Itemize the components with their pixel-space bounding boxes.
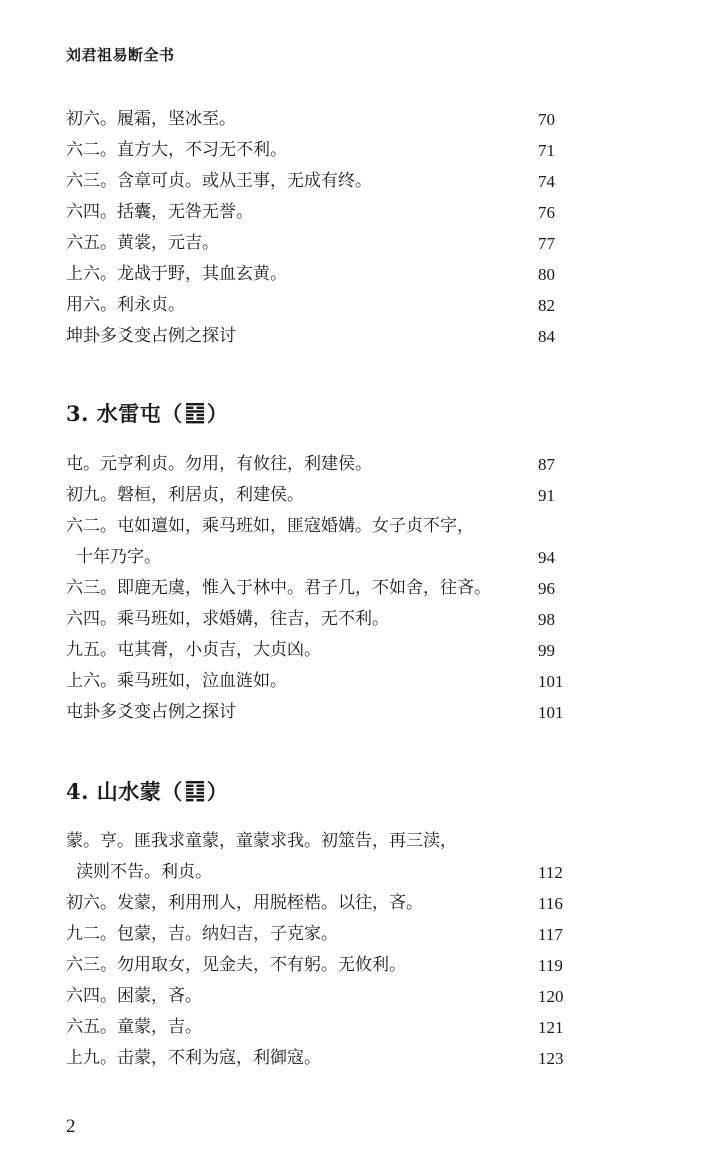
toc-entry-page: 96 bbox=[538, 579, 555, 598]
toc-entry[interactable] bbox=[66, 697, 586, 728]
toc-entry-page: 82 bbox=[538, 296, 555, 315]
toc-entry-page: 94 bbox=[538, 548, 555, 567]
toc-entry[interactable] bbox=[66, 135, 586, 166]
chapter-heading-4 bbox=[66, 776, 228, 807]
chapter-heading-3 bbox=[66, 398, 228, 429]
toc-entry-page: 101 bbox=[538, 703, 564, 722]
toc-entry[interactable] bbox=[66, 449, 586, 480]
toc-entry-page: 98 bbox=[538, 610, 555, 629]
toc-entry-text: 六三。即鹿无虞，惟入于林中。君子几，不如舍，往吝。 bbox=[66, 578, 491, 598]
toc-entry-text: 九二。包蒙，吉。纳妇吉，子克家。 bbox=[66, 924, 338, 944]
toc-entry-page: 87 bbox=[538, 455, 555, 474]
toc-entry-page: 76 bbox=[538, 203, 555, 222]
toc-entry[interactable] bbox=[66, 228, 586, 259]
toc-entry-text: 六四。乘马班如，求婚媾，往吉，无不利。 bbox=[66, 609, 389, 629]
toc-entry-text: 坤卦多爻变占例之探讨 bbox=[66, 326, 236, 346]
toc-entry-text: 十年乃字。 bbox=[76, 547, 161, 567]
toc-entry-text: 上九。击蒙，不利为寇，利御寇。 bbox=[66, 1048, 321, 1068]
toc-entry-text: 六三。含章可贞。或从王事，无成有终。 bbox=[66, 171, 372, 191]
toc-entry-text: 初九。磐桓，利居贞，利建侯。 bbox=[66, 485, 304, 505]
toc-entry-text: 初六。发蒙，利用刑人，用脱桎梏。以往，吝。 bbox=[66, 893, 423, 913]
toc-entry-page: 120 bbox=[538, 987, 564, 1006]
toc-entry[interactable] bbox=[66, 104, 586, 135]
toc-entry-page: 117 bbox=[538, 925, 563, 944]
toc-entry-text: 六四。困蒙，吝。 bbox=[66, 986, 202, 1006]
hexagram-zhun-icon bbox=[185, 402, 205, 429]
toc-entry[interactable] bbox=[66, 259, 586, 290]
page-number: 2 bbox=[66, 1116, 76, 1137]
toc-entry-text: 上六。龙战于野，其血玄黄。 bbox=[66, 264, 287, 284]
toc-section-kun bbox=[66, 104, 586, 352]
toc-entry-text: 六五。黄裳，元吉。 bbox=[66, 233, 219, 253]
chapter-close-paren: ） bbox=[206, 401, 229, 426]
chapter-number: 4. bbox=[66, 779, 89, 804]
toc-entry-text: 用六。利永贞。 bbox=[66, 295, 185, 315]
toc-entry-text: 六三。勿用取女，见金夫，不有躬。无攸利。 bbox=[66, 955, 406, 975]
toc-entry-page: 99 bbox=[538, 641, 555, 660]
toc-entry-page: 123 bbox=[538, 1049, 564, 1068]
toc-entry-text: 蒙。亨。匪我求童蒙，童蒙求我。初筮告，再三渎， bbox=[66, 831, 457, 851]
toc-entry[interactable] bbox=[66, 826, 586, 857]
toc-entry[interactable] bbox=[66, 321, 586, 352]
toc-entry-continued[interactable] bbox=[66, 542, 586, 573]
toc-entry-text: 九五。屯其膏，小贞吉，大贞凶。 bbox=[66, 640, 321, 660]
toc-entry-text: 初六。履霜，坚冰至。 bbox=[66, 109, 236, 129]
toc-entry-page: 116 bbox=[538, 894, 563, 913]
toc-entry[interactable] bbox=[66, 604, 586, 635]
toc-entry[interactable] bbox=[66, 950, 586, 981]
toc-entry[interactable] bbox=[66, 290, 586, 321]
chapter-open-paren: （ bbox=[161, 779, 183, 804]
toc-entry-text: 六二。直方大，不习无不利。 bbox=[66, 140, 287, 160]
toc-entry-page: 80 bbox=[538, 265, 555, 284]
toc-entry[interactable] bbox=[66, 888, 586, 919]
hexagram-meng-icon bbox=[185, 780, 205, 807]
toc-entry-text: 渎则不告。利贞。 bbox=[76, 862, 212, 882]
chapter-open-paren: （ bbox=[161, 401, 183, 426]
chapter-title: 水雷屯 bbox=[96, 401, 162, 426]
toc-entry-page: 71 bbox=[538, 141, 555, 160]
toc-entry-page: 112 bbox=[538, 863, 563, 882]
chapter-title: 山水蒙 bbox=[96, 779, 162, 804]
toc-entry[interactable] bbox=[66, 981, 586, 1012]
toc-entry[interactable] bbox=[66, 635, 586, 666]
toc-entry-continued[interactable] bbox=[66, 857, 586, 888]
toc-entry[interactable] bbox=[66, 511, 586, 542]
toc-section-zhun bbox=[66, 449, 586, 728]
toc-entry[interactable] bbox=[66, 166, 586, 197]
toc-entry[interactable] bbox=[66, 1043, 586, 1074]
toc-section-meng bbox=[66, 826, 586, 1074]
toc-entry-page: 77 bbox=[538, 234, 555, 253]
toc-entry[interactable] bbox=[66, 666, 586, 697]
toc-entry-text: 六四。括囊，无咎无誉。 bbox=[66, 202, 253, 222]
toc-entry[interactable] bbox=[66, 573, 586, 604]
toc-entry-page: 74 bbox=[538, 172, 555, 191]
toc-entry-page: 121 bbox=[538, 1018, 564, 1037]
toc-entry-page: 70 bbox=[538, 110, 555, 129]
toc-entry[interactable] bbox=[66, 919, 586, 950]
toc-entry[interactable] bbox=[66, 1012, 586, 1043]
chapter-close-paren: ） bbox=[206, 779, 229, 804]
toc-entry[interactable] bbox=[66, 197, 586, 228]
toc-entry-page: 119 bbox=[538, 956, 563, 975]
toc-entry-text: 上六。乘马班如，泣血涟如。 bbox=[66, 671, 287, 691]
toc-entry-text: 六二。屯如邅如，乘马班如，匪寇婚媾。女子贞不字， bbox=[66, 516, 474, 536]
toc-entry-page: 84 bbox=[538, 327, 555, 346]
toc-entry-page: 91 bbox=[538, 486, 555, 505]
chapter-number: 3. bbox=[66, 401, 89, 426]
running-header: 刘君祖易断全书 bbox=[66, 46, 175, 64]
toc-entry-page: 101 bbox=[538, 672, 564, 691]
toc-entry-text: 屯卦多爻变占例之探讨 bbox=[66, 702, 236, 722]
toc-entry-text: 六五。童蒙，吉。 bbox=[66, 1017, 202, 1037]
toc-entry[interactable] bbox=[66, 480, 586, 511]
toc-entry-text: 屯。元亨利贞。勿用，有攸往，利建侯。 bbox=[66, 454, 372, 474]
